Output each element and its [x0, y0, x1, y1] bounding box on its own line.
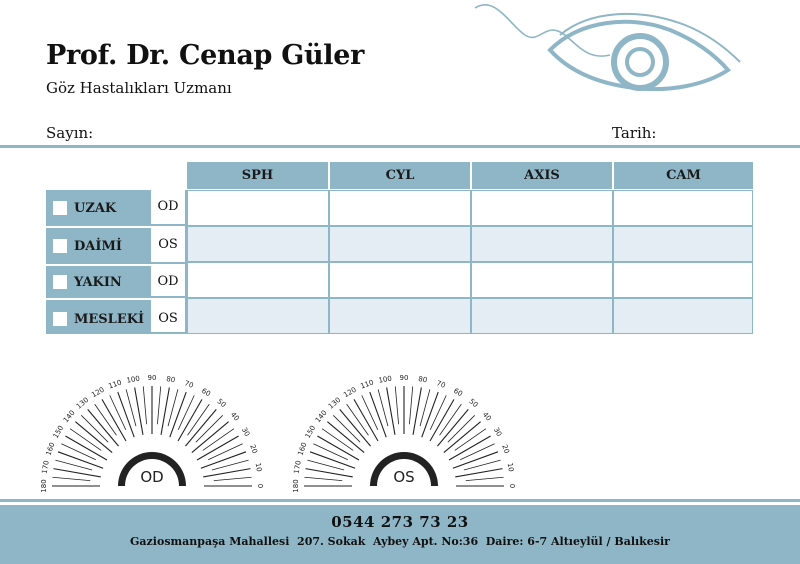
axis-input-daimi[interactable] [471, 226, 613, 262]
axis-tick [304, 477, 342, 480]
axis-tick [313, 444, 347, 460]
axis-tick [52, 477, 90, 480]
row-label-text: MESLEKİ [74, 312, 145, 327]
axis-tick-label: 90 [399, 374, 409, 382]
cyl-input-daimi[interactable] [329, 226, 471, 262]
axis-input-mesleki[interactable] [471, 298, 613, 334]
axis-tick-label: 30 [491, 426, 504, 438]
axis-tick [185, 409, 216, 446]
column-header-cyl: CYL [330, 162, 470, 189]
axis-tick-label: 180 [292, 479, 300, 493]
axis-tick [88, 409, 119, 446]
axis-tick-label: 80 [165, 374, 176, 385]
axis-tick [214, 477, 252, 480]
axis-tick-label: 0 [508, 483, 516, 489]
axis-tick-label: 20 [248, 443, 259, 455]
eye-cell-od: OD [151, 264, 187, 298]
address: Gaziosmanpaşa Mahallesi 207. Sokak Aybey Apt. No:36 Daire: 6-7 Altıeylül / Balıkesir [130, 535, 670, 548]
axis-tick [143, 386, 146, 424]
axis-tick [409, 386, 412, 424]
cam-input-mesleki[interactable] [613, 298, 753, 334]
checkbox-mesleki[interactable] [53, 312, 67, 326]
axis-chart-od [36, 360, 276, 500]
row-label-text: UZAK [74, 201, 117, 216]
axis-tick [168, 389, 178, 426]
axis-tick-label: 120 [342, 385, 358, 400]
axis-tick-label: 10 [253, 462, 264, 473]
cam-input-uzak[interactable] [613, 190, 753, 226]
sph-input-uzak[interactable] [187, 190, 329, 226]
axis-tick-label: 70 [183, 379, 195, 390]
axis-tick-label: 110 [107, 378, 123, 391]
axis-tick-label: 140 [61, 408, 77, 425]
axis-tick-label: 40 [480, 410, 493, 423]
gauge-eye-label: OS [393, 468, 415, 486]
axis-tick-label: 100 [377, 374, 393, 385]
axis-tick-label: 60 [452, 386, 464, 399]
header-divider [0, 145, 800, 148]
row-label-text: YAKIN [74, 275, 122, 290]
axis-tick [327, 422, 364, 453]
phone-number: 0544 273 73 23 [331, 513, 469, 531]
axis-tick [55, 460, 92, 470]
column-header-axis: AXIS [472, 162, 612, 189]
sph-input-daimi[interactable] [187, 226, 329, 262]
axis-tick-label: 150 [51, 424, 66, 440]
axis-tick-label: 50 [467, 397, 480, 410]
axis-chart-os [288, 360, 528, 500]
axis-input-uzak[interactable] [471, 190, 613, 226]
axis-tick [75, 422, 112, 453]
axis-tick [437, 409, 468, 446]
axis-tick [307, 460, 344, 470]
axis-tick-label: 170 [40, 459, 51, 475]
axis-tick [455, 469, 502, 477]
axis-tick-label: 60 [200, 386, 212, 399]
axis-tick [466, 477, 504, 480]
eye-cell-od: OD [151, 190, 187, 226]
eye-cell-os: OS [151, 298, 187, 334]
axis-tick-label: 100 [125, 374, 141, 385]
column-header-cam: CAM [614, 162, 753, 189]
row-label-text: DAİMİ [74, 239, 122, 254]
axis-input-yakin[interactable] [471, 262, 613, 298]
axis-tick-label: 90 [147, 374, 157, 382]
axis-tick [212, 460, 249, 470]
axis-tick [61, 444, 95, 460]
axis-tick [54, 469, 101, 477]
checkbox-uzak[interactable] [53, 201, 67, 215]
footer-divider [0, 499, 800, 502]
axis-tick [157, 386, 160, 424]
gauge-eye-label: OD [140, 468, 164, 486]
doctor-title: Göz Hastalıkları Uzmanı [46, 79, 232, 97]
axis-tick [178, 395, 194, 429]
axis-tick-label: 120 [90, 385, 106, 400]
axis-tick-label: 110 [359, 378, 375, 391]
sph-input-mesleki[interactable] [187, 298, 329, 334]
axis-tick-label: 30 [239, 426, 252, 438]
axis-tick-label: 150 [303, 424, 318, 440]
axis-tick [340, 409, 371, 446]
axis-tick [444, 422, 481, 453]
axis-tick-label: 50 [215, 397, 228, 410]
cyl-input-mesleki[interactable] [329, 298, 471, 334]
cyl-input-yakin[interactable] [329, 262, 471, 298]
eye-logo [470, 0, 800, 100]
axis-tick-label: 80 [417, 374, 428, 385]
row-label-daimi [46, 228, 151, 264]
axis-tick [420, 389, 430, 426]
cyl-input-uzak[interactable] [329, 190, 471, 226]
axis-tick [378, 389, 388, 426]
doctor-name: Prof. Dr. Cenap Güler [46, 40, 365, 71]
axis-tick [464, 460, 501, 470]
axis-tick [362, 395, 378, 429]
axis-tick [192, 422, 229, 453]
row-label-yakin [46, 266, 151, 298]
axis-tick-label: 40 [228, 410, 241, 423]
axis-tick [161, 388, 169, 435]
axis-tick [413, 388, 421, 435]
axis-tick [395, 386, 398, 424]
axis-tick [460, 444, 494, 460]
axis-tick-label: 10 [505, 462, 516, 473]
axis-tick-label: 180 [40, 479, 48, 493]
row-label-mesleki [46, 300, 151, 334]
axis-tick-label: 170 [292, 459, 303, 475]
checkbox-yakin[interactable] [53, 275, 67, 289]
axis-tick [203, 469, 250, 477]
cam-input-daimi[interactable] [613, 226, 753, 262]
salutation-label: Sayın: [46, 124, 94, 142]
axis-tick [387, 388, 395, 435]
axis-tick [306, 469, 353, 477]
axis-tick-label: 0 [256, 483, 264, 489]
cam-input-yakin[interactable] [613, 262, 753, 298]
axis-tick [135, 388, 143, 435]
axis-tick-label: 130 [326, 395, 343, 411]
column-header-sph: SPH [187, 162, 328, 189]
axis-tick-label: 20 [500, 443, 511, 455]
axis-tick-label: 70 [435, 379, 447, 390]
sph-input-yakin[interactable] [187, 262, 329, 298]
eye-cell-os: OS [151, 226, 187, 264]
checkbox-daimi[interactable] [53, 239, 67, 253]
row-label-uzak [46, 190, 151, 226]
axis-tick [126, 389, 136, 426]
date-label: Tarih: [612, 124, 657, 142]
axis-tick-label: 160 [296, 441, 309, 457]
axis-tick-label: 140 [313, 408, 329, 425]
axis-tick [110, 395, 126, 429]
axis-tick-label: 160 [44, 441, 57, 457]
axis-tick [430, 395, 446, 429]
axis-tick [208, 444, 242, 460]
axis-tick-label: 130 [74, 395, 91, 411]
